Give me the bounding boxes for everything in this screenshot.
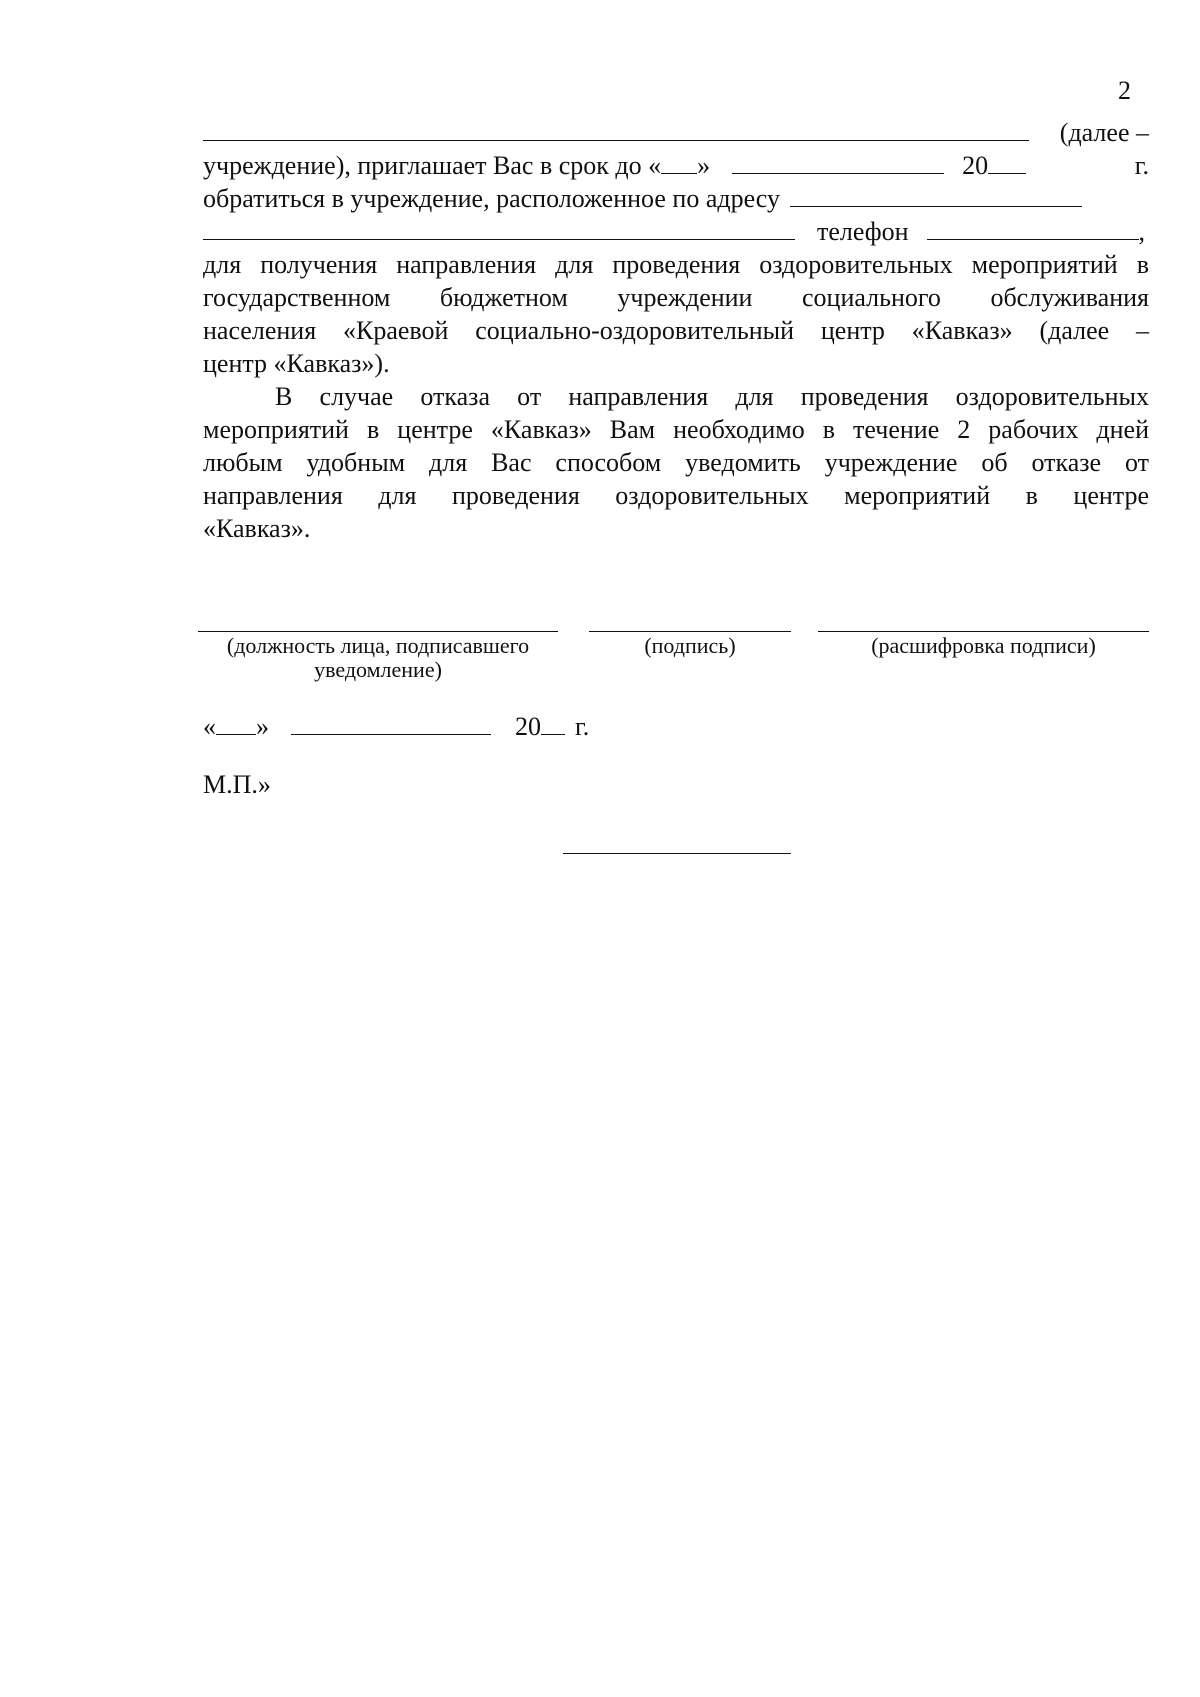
- paragraph-1-line: центр «Кавказ»).: [203, 349, 390, 378]
- year-prefix: 20: [962, 151, 989, 180]
- phone-blank[interactable]: [927, 215, 1139, 240]
- position-caption: (должность лица, подписавшего уведомление): [226, 633, 530, 682]
- header-line-3: [203, 182, 1149, 215]
- stamp-label: М.П.»: [203, 770, 271, 799]
- signature-caption: (подпись): [644, 633, 736, 658]
- institution-blank[interactable]: [203, 116, 1029, 141]
- signature-date-line: [203, 710, 589, 742]
- year-suffix: г.: [1134, 151, 1149, 180]
- date-open-quote: «: [203, 712, 216, 741]
- year-blank[interactable]: [988, 149, 1026, 174]
- header-line-4: [203, 215, 1149, 248]
- decoding-signature-line[interactable]: [818, 631, 1149, 632]
- close-quote: »: [697, 151, 711, 180]
- signature-year-suffix: г.: [575, 712, 590, 741]
- paragraph-2-line: В случае отказа от направления для проведения оздоровительных: [275, 382, 1149, 411]
- header-line-1: [203, 116, 1149, 149]
- paragraph-1-line: населения «Краевой социально-оздоровительный центр «Кавказ» (далее –: [203, 316, 1149, 345]
- signature-day-blank[interactable]: [216, 710, 256, 735]
- day-blank[interactable]: [661, 149, 697, 174]
- header-line-1-text: (далее –: [1059, 118, 1149, 147]
- date-close-quote: »: [256, 712, 269, 741]
- page-number: 2: [1118, 76, 1131, 105]
- paragraph-2-line: направления для проведения оздоровительных мероприятий в центре: [203, 481, 1149, 510]
- address-blank-2[interactable]: [203, 215, 795, 240]
- address-blank-1[interactable]: [790, 182, 1082, 207]
- signature-line[interactable]: [589, 631, 791, 632]
- address-label: обратиться в учреждение, расположенное по адресу: [203, 184, 780, 213]
- end-of-document-rule: [563, 853, 791, 854]
- paragraph-2-line: любым удобным для Вас способом уведомить учреждение об отказе от: [203, 448, 1149, 477]
- invite-text: учреждение), приглашает Вас в срок до «: [203, 151, 662, 180]
- paragraph-2-line: мероприятий в центре «Кавказ» Вам необходимо в течение 2 рабочих дней: [203, 415, 1149, 444]
- decoding-caption: (расшифровка подписи): [871, 633, 1096, 658]
- month-blank[interactable]: [732, 149, 944, 174]
- paragraph-1-line: для получения направления для проведения оздоровительных мероприятий в: [203, 250, 1149, 279]
- signature-year-blank[interactable]: [541, 710, 565, 735]
- signature-year-prefix: 20: [515, 712, 541, 741]
- paragraph-2-line: «Кавказ».: [203, 514, 311, 543]
- signature-month-blank[interactable]: [291, 710, 491, 735]
- position-signature-line[interactable]: [198, 631, 558, 632]
- phone-label: телефон: [817, 217, 909, 246]
- paragraph-1: [203, 248, 1149, 380]
- paragraph-2: [203, 380, 1149, 545]
- paragraph-1-line: государственном бюджетном учреждении социального обслуживания: [203, 283, 1149, 312]
- phone-comma: ,: [1138, 217, 1145, 246]
- header-line-2: [203, 149, 1149, 182]
